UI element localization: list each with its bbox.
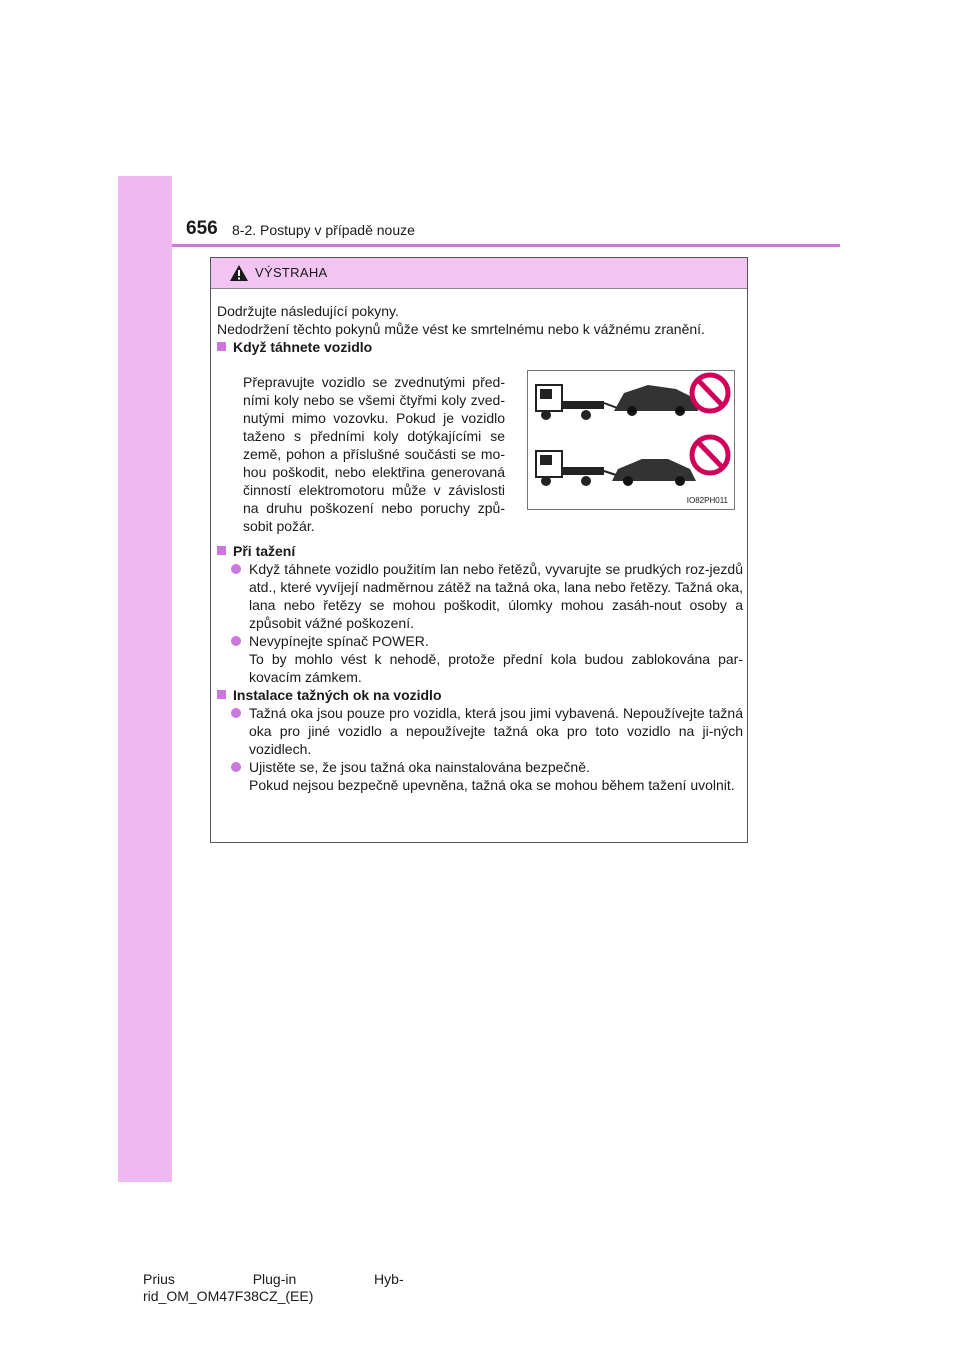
towing-text: Přepravujte vozidlo se zvednutými před-ními koly nebo se všemi čtyřmi koly zved-nutými mimo vozovku. Pokud je vozidlo taženo s předními koly dotýkajícími se země, pohon a příslušné součásti se mo-hou poškodit, nebo elektřina generovaná činností elektromotoru může v závislosti na druhu poškození nebo poruchy způ-sobit požár. (243, 374, 505, 534)
list-item: Když táhnete vozidlo použitím lan nebo řetězů, vyvarujte se prudkých roz-jezdů atd., které vyvíjejí nadměrnou zátěž na tažná oka, lana nebo řetězy. Tažná oka, lana nebo řetězy se mohou poškodit, úlomky mohou zasáh-nout osoby a způsobit vážné poškození. (217, 560, 743, 632)
page-number: 656 (186, 218, 218, 239)
subheading-towing: Když táhnete vozidlo (217, 338, 743, 356)
warning-content-lower (217, 542, 743, 794)
subheading-during-towing: Při tažení (217, 542, 743, 560)
tow-truck-illustration (528, 371, 734, 495)
footer-line-1: Prius Plug-in Hyb- (143, 1271, 404, 1287)
footer-line-2: rid_OM_OM47F38CZ_(EE) (143, 1288, 314, 1304)
list-item: Nevypínejte spínač POWER. (217, 632, 743, 650)
list-item-continuation: To by mohlo vést k nehodě, protože přední kola budou zablokována par-kovacím zámkem. (249, 651, 743, 685)
intro-line-2: Nedodržení těchto pokynů může vést ke smrtelnému nebo k vážnému zranění. (217, 321, 705, 337)
list-item-continuation: Pokud nejsou bezpečně upevněna, tažná oka se mohou během tažení uvolnit. (249, 777, 735, 793)
warning-header (211, 258, 747, 289)
footer (143, 1271, 404, 1305)
list-item: Ujistěte se, že jsou tažná oka nainstalována bezpečně. (217, 758, 743, 776)
side-tab-strip (118, 176, 172, 1182)
towing-figure (527, 370, 735, 510)
figure-caption: IO82PH011 (686, 496, 728, 505)
warning-triangle-icon (229, 264, 249, 282)
subheading-towing-eyelets: Instalace tažných ok na vozidlo (217, 686, 743, 704)
section-title: 8-2. Postupy v případě nouze (232, 222, 415, 238)
warning-content (217, 302, 743, 356)
intro-line-1: Dodržujte následující pokyny. (217, 303, 399, 319)
list-item: Tažná oka jsou pouze pro vozidla, která jsou jimi vybavená. Nepoužívejte tažná oka pro jiné vozidlo a nepoužívejte tažná oka pro toto vozidlo na ji-ných vozidlech. (217, 704, 743, 758)
warning-box (210, 257, 748, 843)
header-rule (172, 244, 840, 247)
warning-title: VÝSTRAHA (255, 265, 328, 280)
